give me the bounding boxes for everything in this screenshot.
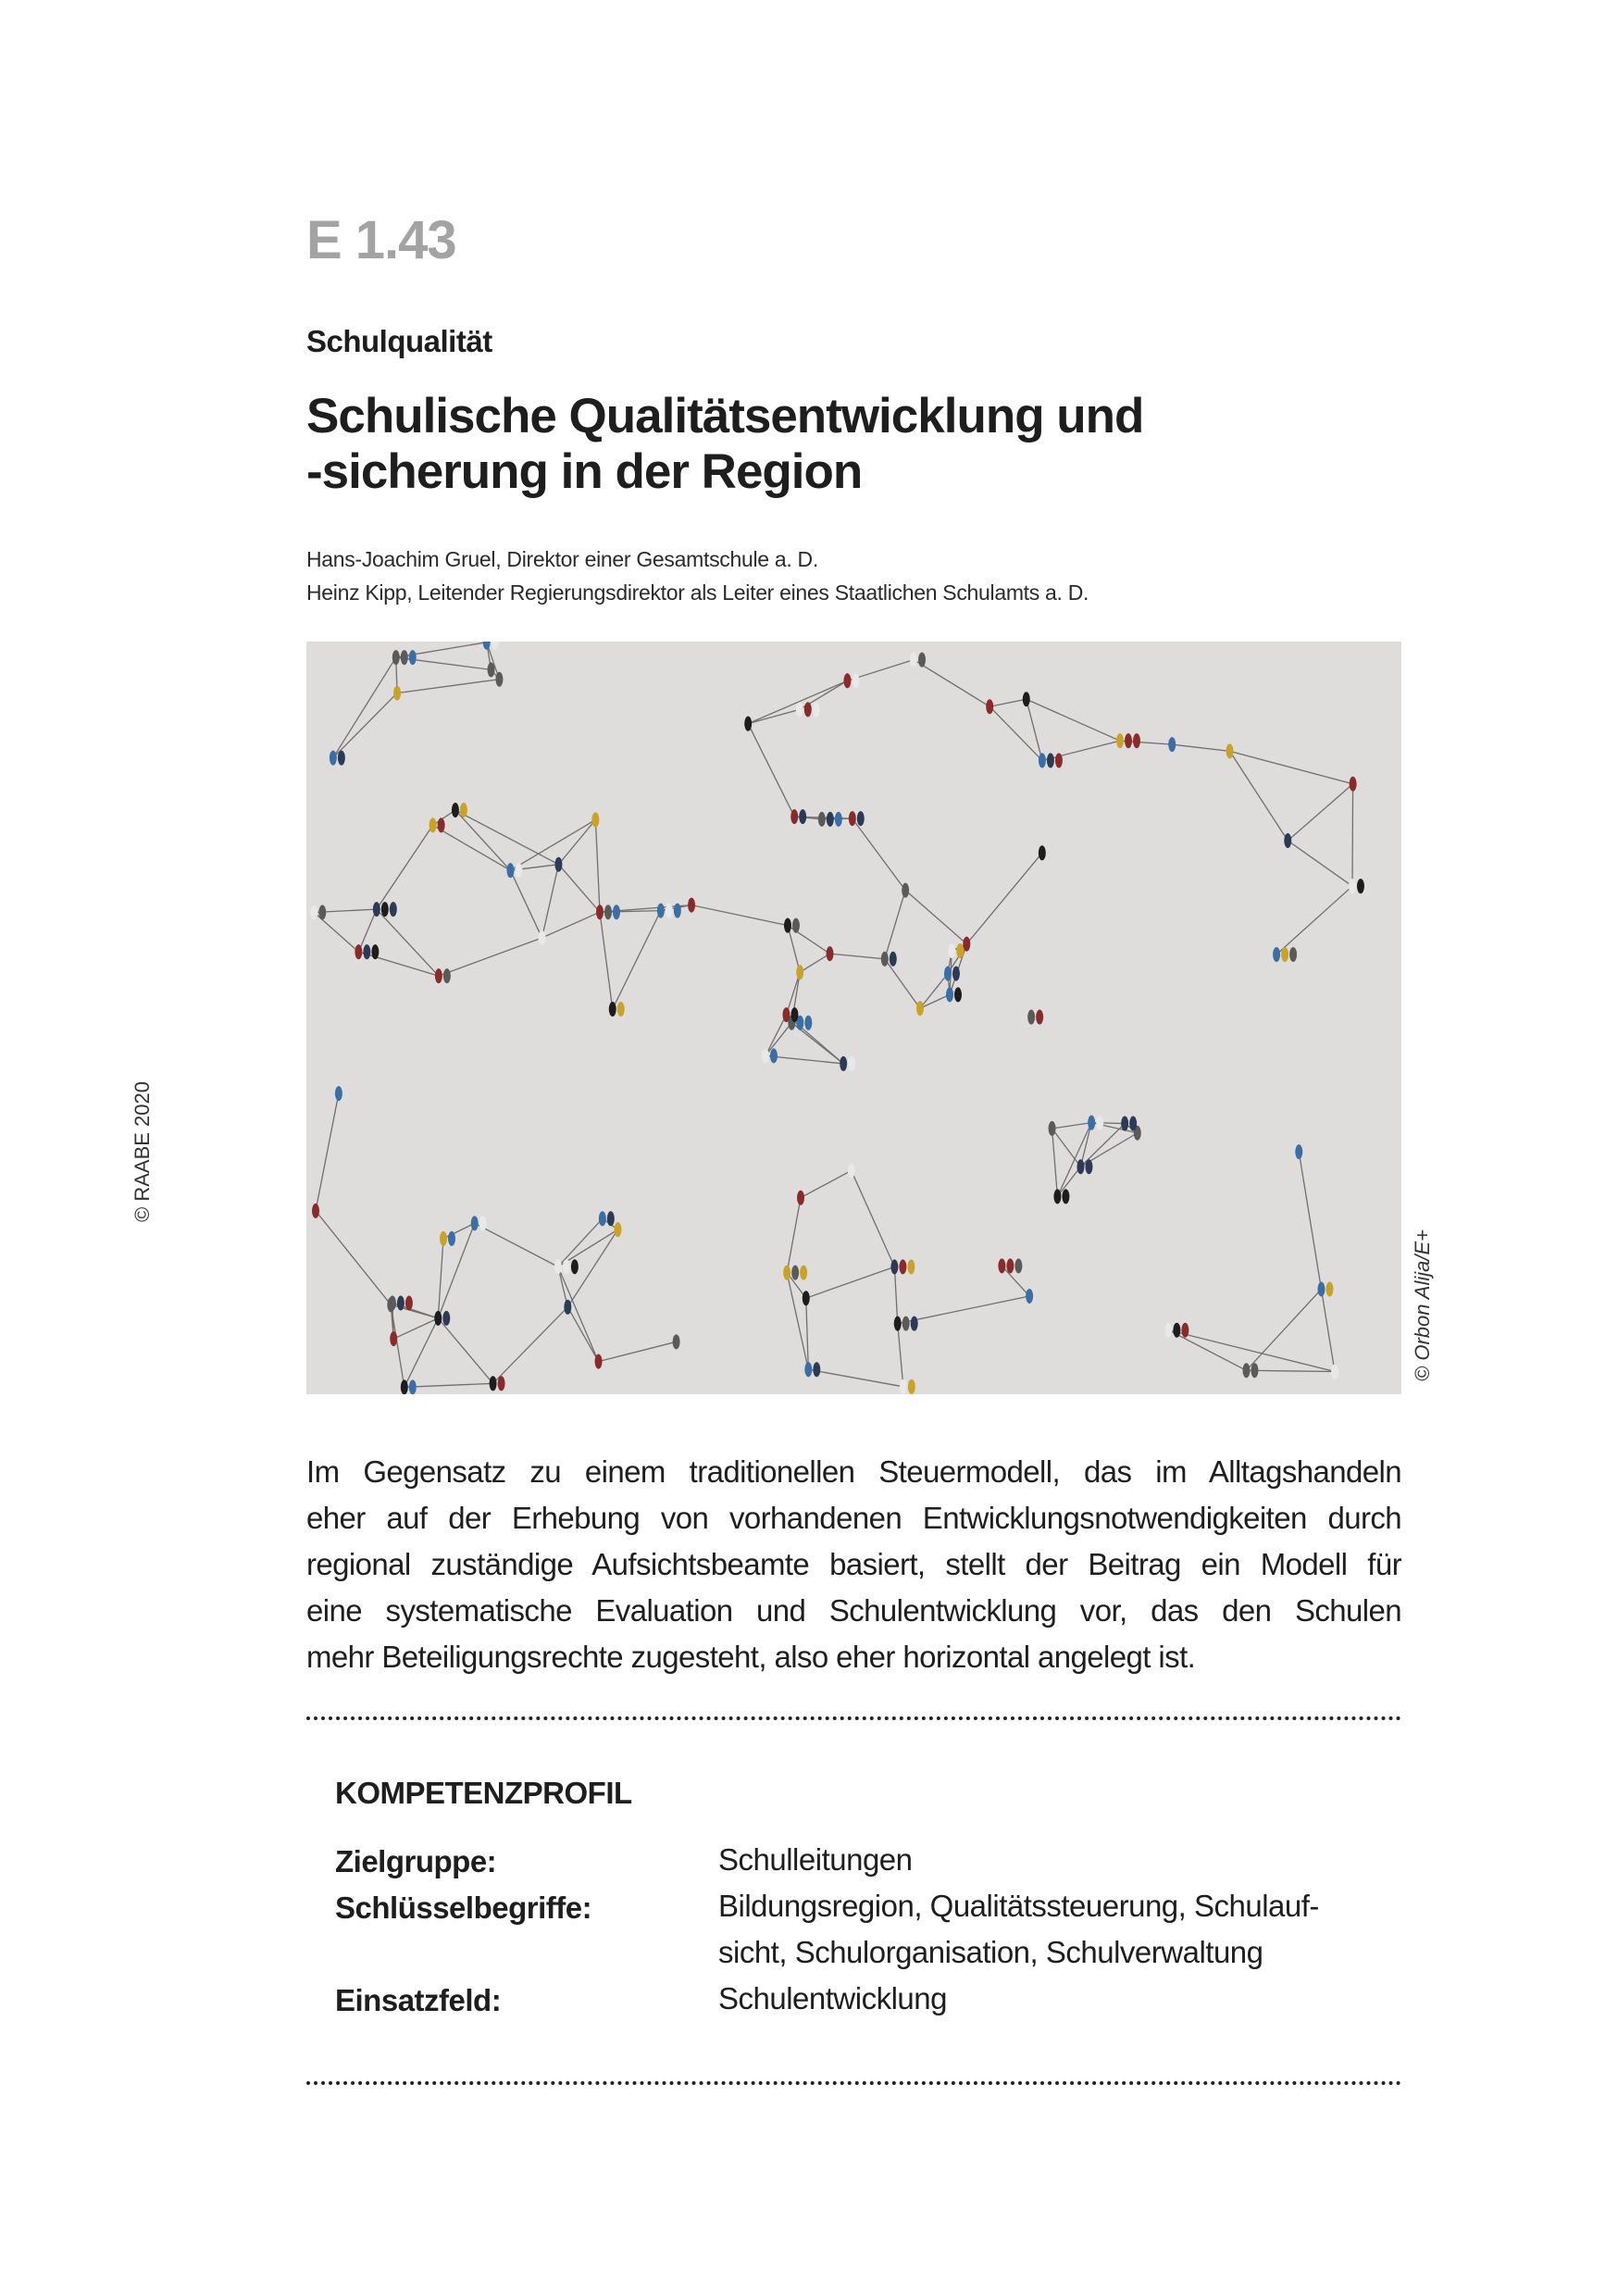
person (392, 650, 400, 665)
person (954, 987, 962, 1002)
value-line: Bildungsregion, Qualitätssteuerung, Schulauf- (718, 1889, 1319, 1923)
person (918, 653, 926, 668)
person (902, 1316, 910, 1331)
person (908, 1379, 915, 1394)
person (563, 1259, 570, 1274)
person (1077, 1159, 1084, 1174)
person (1164, 1323, 1172, 1338)
person (443, 968, 451, 983)
person (657, 904, 665, 918)
person (1116, 733, 1124, 748)
photo-illustration (306, 642, 1401, 1394)
person (1350, 777, 1357, 792)
person (791, 1266, 799, 1280)
person (604, 905, 612, 919)
person (596, 905, 604, 919)
person (442, 1311, 450, 1326)
category-label: Schulqualität (306, 324, 492, 358)
person (783, 1266, 790, 1280)
person (405, 1296, 413, 1311)
person (804, 1016, 812, 1030)
person (799, 809, 806, 824)
person (571, 1259, 579, 1274)
person (803, 1291, 810, 1305)
person (804, 1362, 812, 1377)
person (827, 812, 834, 827)
intro-line: regional zuständige Aufsichtsbeamte basiert, stellt der Beitrag ein Modell für (306, 1547, 1401, 1581)
author-line: Heinz Kipp, Leitender Regierungsdirektor als Leiter eines Staatlichen Schulamts a. D. (306, 580, 1089, 605)
person (381, 902, 389, 917)
person (390, 902, 397, 917)
person (435, 968, 442, 983)
person (762, 1048, 769, 1063)
person (998, 1258, 1005, 1273)
person (312, 1204, 319, 1218)
person (963, 937, 970, 952)
intro-line: eine systematische Evaluation und Schulentwicklung vor, das den Schulen (306, 1593, 1401, 1628)
value-line: sicht, Schulorganisation, Schulverwaltung (718, 1935, 1263, 1969)
person (952, 967, 960, 981)
person (894, 1316, 902, 1331)
person (363, 944, 370, 959)
person (796, 965, 803, 980)
person (338, 751, 345, 766)
person (946, 987, 953, 1002)
person (1326, 1282, 1333, 1297)
person (393, 686, 401, 701)
person (910, 653, 917, 668)
person (804, 702, 812, 717)
person (409, 650, 417, 665)
intro-line: mehr Beteiligungsrechte zugesteht, also eher horizontal angelegt ist. (306, 1640, 1196, 1674)
person (495, 672, 503, 687)
person (827, 946, 834, 961)
kompetenzprofil-heading: KOMPETENZPROFIL (335, 1776, 632, 1810)
person (401, 1379, 408, 1394)
person (440, 1231, 447, 1246)
person (617, 1002, 625, 1017)
person (797, 1191, 804, 1205)
person (948, 943, 955, 958)
person (452, 803, 459, 817)
person (916, 1001, 924, 1016)
row-value-schluesselbegriffe (718, 1883, 1319, 1976)
person (1273, 947, 1280, 962)
intro-line: eher auf der Erhebung von vorhandenen Entwicklungsnotwendigkeiten durch (306, 1501, 1401, 1535)
person (902, 883, 909, 898)
person (782, 1007, 790, 1022)
person (554, 857, 562, 872)
person (1331, 1365, 1338, 1379)
photo-credit: © Orbon Alija/E+ (1411, 1229, 1434, 1381)
title-line: -sicherung in der Region (306, 444, 863, 499)
person (784, 918, 791, 933)
person (1027, 1010, 1035, 1025)
authors (306, 543, 1089, 609)
person (1121, 1117, 1128, 1131)
person (1049, 1121, 1056, 1136)
person (1088, 1116, 1095, 1130)
person (460, 803, 467, 817)
person (673, 1334, 680, 1349)
person (1129, 1117, 1137, 1131)
intro-line: Im Gegensatz zu einem traditionellen Steuermodell, das im Alltagshandeln (306, 1454, 1401, 1489)
person (843, 673, 851, 688)
person (792, 918, 800, 933)
person (397, 1296, 404, 1311)
person (401, 650, 408, 665)
value-line: Schulleitungen (718, 1842, 913, 1877)
person (881, 952, 889, 967)
network-people-photo (306, 642, 1401, 1394)
side-copyright: © RAABE 2020 (131, 1081, 154, 1222)
person (1251, 1363, 1258, 1378)
person (1181, 1323, 1189, 1338)
person (1039, 753, 1046, 767)
author-line: Hans-Joachim Gruel, Direktor einer Gesamtschule a. D. (306, 547, 818, 571)
person (387, 1297, 394, 1312)
person (1242, 1363, 1250, 1378)
person (1055, 753, 1063, 767)
person (848, 1056, 855, 1071)
page-title (306, 389, 1143, 500)
person (595, 1354, 603, 1369)
person (1281, 947, 1288, 962)
person (310, 905, 317, 920)
row-value-zielgruppe (718, 1837, 913, 1883)
person (390, 1331, 397, 1346)
person (1289, 947, 1297, 962)
person (1168, 737, 1176, 752)
person (330, 751, 337, 766)
person (409, 1379, 417, 1394)
person (890, 1259, 898, 1274)
person (907, 1259, 915, 1274)
person (373, 902, 380, 917)
person (429, 817, 437, 832)
person (355, 944, 362, 959)
person (790, 809, 798, 824)
value-line: Schulentwicklung (718, 1981, 947, 2015)
dotted-divider (306, 2081, 1401, 2085)
row-value-einsatzfeld (718, 1976, 947, 2022)
person (1014, 1258, 1022, 1273)
person (857, 811, 865, 826)
person (835, 812, 842, 827)
person (944, 967, 952, 981)
title-line: Schulische Qualitätsentwicklung und (306, 389, 1144, 443)
person (614, 1222, 621, 1237)
person (371, 944, 379, 959)
person (506, 863, 514, 878)
person (840, 1056, 847, 1071)
person (911, 1316, 918, 1331)
person (1026, 1289, 1033, 1304)
person (554, 1259, 562, 1274)
intro-paragraph (306, 1449, 1401, 1680)
person (1085, 1159, 1092, 1174)
person (1133, 733, 1140, 748)
person (607, 1211, 615, 1226)
person (890, 952, 897, 967)
person (1039, 845, 1046, 860)
person (479, 1216, 487, 1230)
person (564, 1300, 571, 1315)
person (744, 717, 752, 731)
row-label-einsatzfeld: Einsatzfeld: (335, 1983, 502, 2017)
person (956, 943, 964, 958)
person (1317, 1282, 1325, 1297)
person (471, 1216, 479, 1230)
network-line (1352, 784, 1353, 886)
person (1053, 1189, 1061, 1204)
dotted-divider (306, 1716, 1401, 1720)
person (488, 662, 495, 677)
person (1023, 692, 1030, 706)
person (613, 905, 620, 919)
person (790, 1007, 798, 1022)
person (1357, 879, 1364, 893)
person (335, 1086, 342, 1101)
person (813, 702, 820, 717)
person (1096, 1116, 1103, 1130)
row-label-schluesselbegriffe: Schlüsselbegriffe: (335, 1890, 592, 1925)
unit-code: E 1.43 (306, 210, 456, 270)
person (852, 673, 859, 688)
person (986, 699, 993, 714)
person (796, 702, 803, 717)
person (515, 863, 522, 878)
person (1295, 1144, 1302, 1159)
person (591, 812, 599, 827)
person (900, 1379, 907, 1394)
person (490, 1376, 497, 1391)
row-label-zielgruppe: Zielgruppe: (335, 1844, 497, 1878)
person (1226, 743, 1234, 758)
person (848, 1163, 855, 1178)
person (1349, 879, 1356, 893)
person (688, 898, 695, 913)
person (448, 1231, 455, 1246)
person (539, 930, 546, 945)
person (800, 1266, 807, 1280)
person (1047, 753, 1054, 767)
person (1173, 1323, 1180, 1338)
person (1062, 1189, 1069, 1204)
person (599, 1211, 606, 1226)
person (666, 904, 673, 918)
person (318, 905, 326, 920)
person (899, 1259, 906, 1274)
person (813, 1362, 820, 1377)
person (1284, 833, 1291, 848)
person (609, 1002, 616, 1017)
person (438, 817, 445, 832)
person (1125, 733, 1132, 748)
person (498, 1376, 505, 1391)
person (1036, 1010, 1043, 1025)
person (849, 811, 856, 826)
person (1006, 1258, 1014, 1273)
person (674, 904, 681, 918)
person (770, 1048, 778, 1063)
person (818, 812, 826, 827)
person (434, 1311, 442, 1326)
